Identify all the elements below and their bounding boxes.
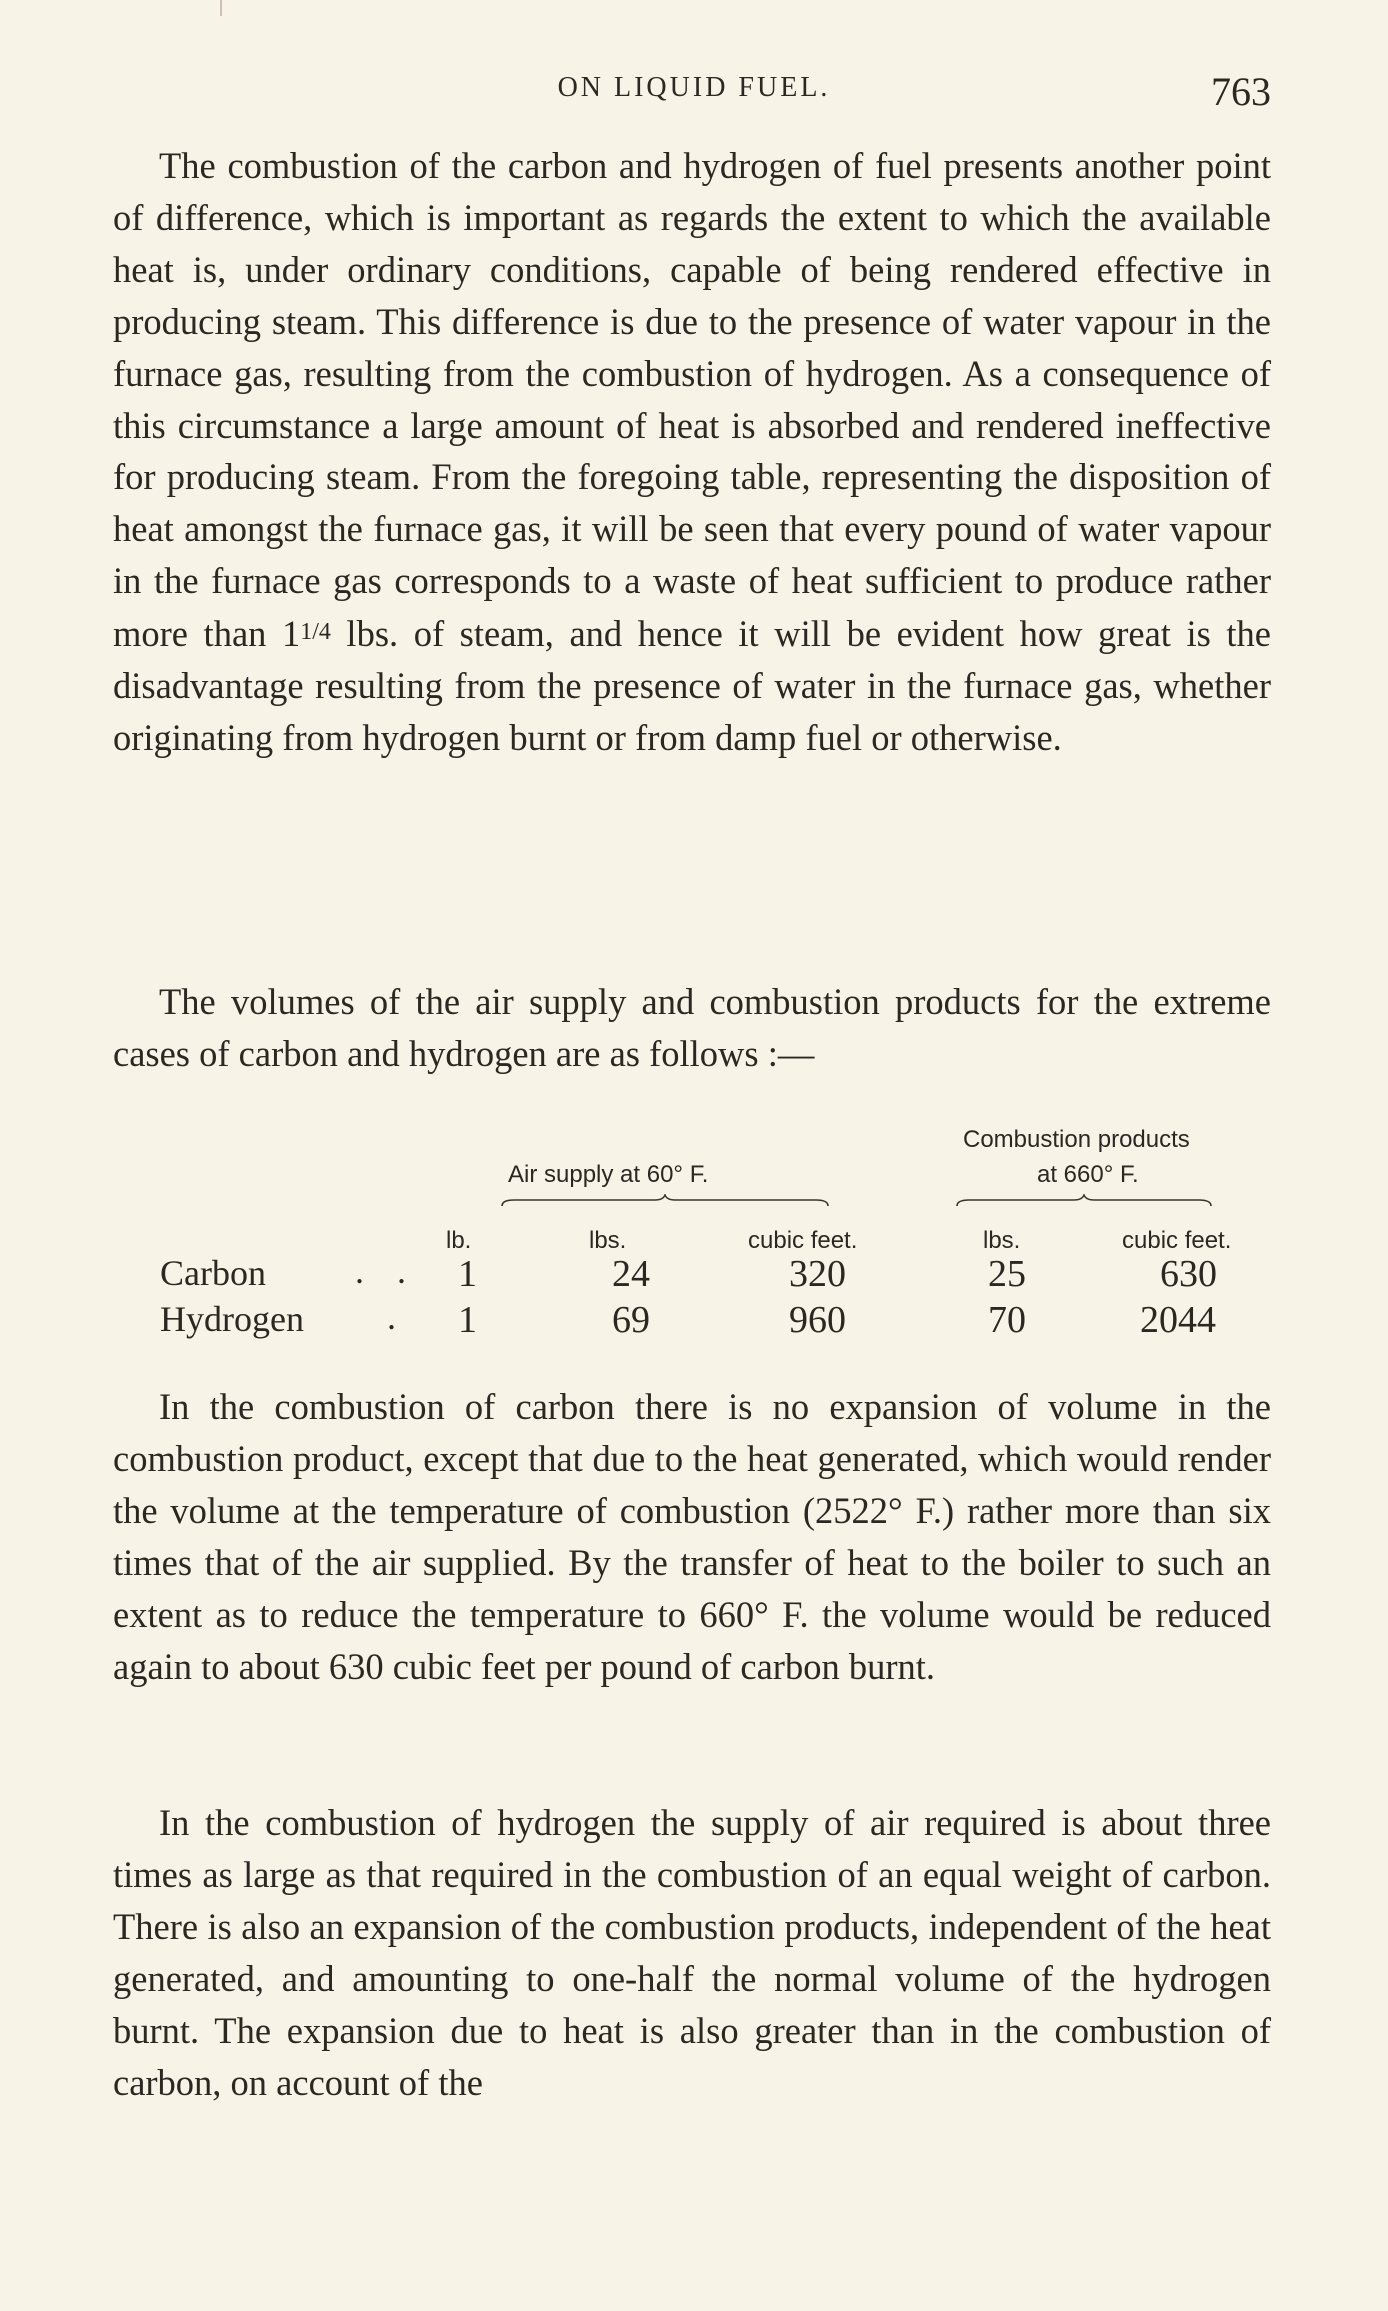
col-header-air-cubic-feet: cubic feet. — [748, 1227, 858, 1254]
paragraph-text: lbs. of steam, and hence it will be evident how great is the disadvantage resulting from the presence of water in the furnace gas, whether originating from hydrogen burnt or from damp fuel or otherwise. — [113, 613, 1271, 758]
group-header-air-supply: Air supply at 60° F. — [508, 1161, 709, 1188]
cell-air-lbs: 69 — [612, 1299, 650, 1341]
paragraph-hydrogen-combustion: In the combustion of hydrogen the supply of air required is about three times as large as that required in the combustion of an equal weight of carbon. There is also an expansion of the combustion products, independent of the heat generated, and amounting to one-half the normal volume of the hydrogen burnt. The expansion due to heat is also greater than in the combustion of carbon, on account of the — [113, 1802, 1271, 2103]
cell-air-lbs: 24 — [612, 1253, 650, 1295]
combustion-brace — [955, 1194, 1213, 1208]
page-edge-mark — [220, 0, 222, 16]
col-header-combustion-cubic-feet: cubic feet. — [1122, 1227, 1232, 1254]
mixed-number-fraction: 1/4 — [300, 619, 331, 646]
air-supply-brace — [500, 1194, 830, 1208]
running-head — [0, 68, 1388, 118]
group-header-combustion-temp: at 660° F. — [1037, 1161, 1139, 1188]
row-label: Hydrogen — [160, 1299, 304, 1339]
paragraph-text: The combustion of the carbon and hydrogen of fuel presents another point of difference, which is important as regards the extent to which the available heat is, under ordinary conditions, capable of being rendered effective in producing steam. This difference is due to the presence of water vapour in the furnace gas, resulting from the combustion of hydrogen. As a consequence of this circumstance a large amount of heat is absorbed and rendered ineffective for producing steam. From the foregoing table, representing the disposition of heat amongst the furnace gas, it will be seen that every pound of water vapour in the furnace gas corresponds to a waste of heat sufficient to produce rather more than — [113, 145, 1271, 655]
paragraph-carbon-combustion: In the combustion of carbon there is no expansion of volume in the combustion product, except that due to the heat generated, which would render the volume at the temperature of combustion (2522° F.) rather more than six times that of the air supplied. By the transfer of heat to the boiler to such an extent as to reduce the temperature to 660° F. the volume would be reduced again to about 630 cubic feet per pound of carbon burnt. — [113, 1386, 1271, 1687]
mixed-number-whole: 1 — [281, 613, 301, 655]
col-header-combustion-lbs: lbs. — [983, 1227, 1021, 1254]
paragraph-water-vapour — [113, 140, 1271, 764]
cell-combustion-cubic-feet: 2044 — [1140, 1299, 1216, 1341]
leader-dots: . — [387, 1297, 408, 1337]
row-label: Carbon — [160, 1253, 266, 1293]
page-number: 763 — [1211, 69, 1271, 114]
paragraph-volumes-intro: The volumes of the air supply and combustion products for the extreme cases of carbon and hydrogen are as follows :— — [113, 981, 1271, 1074]
group-header-combustion: Combustion products — [963, 1126, 1190, 1153]
cell-combustion-cubic-feet: 630 — [1160, 1253, 1217, 1295]
cell-combustion-lbs: 25 — [988, 1253, 1026, 1295]
cell-combustion-lbs: 70 — [988, 1299, 1026, 1341]
cell-lb: 1 — [458, 1299, 477, 1341]
cell-air-cubic-feet: 960 — [789, 1299, 846, 1341]
running-title: ON LIQUID FUEL. — [557, 72, 831, 103]
col-header-air-lbs: lbs. — [589, 1227, 627, 1254]
cell-lb: 1 — [458, 1253, 477, 1295]
col-header-lb: lb. — [446, 1227, 472, 1254]
leader-dots: . . — [355, 1251, 418, 1291]
cell-air-cubic-feet: 320 — [789, 1253, 846, 1295]
